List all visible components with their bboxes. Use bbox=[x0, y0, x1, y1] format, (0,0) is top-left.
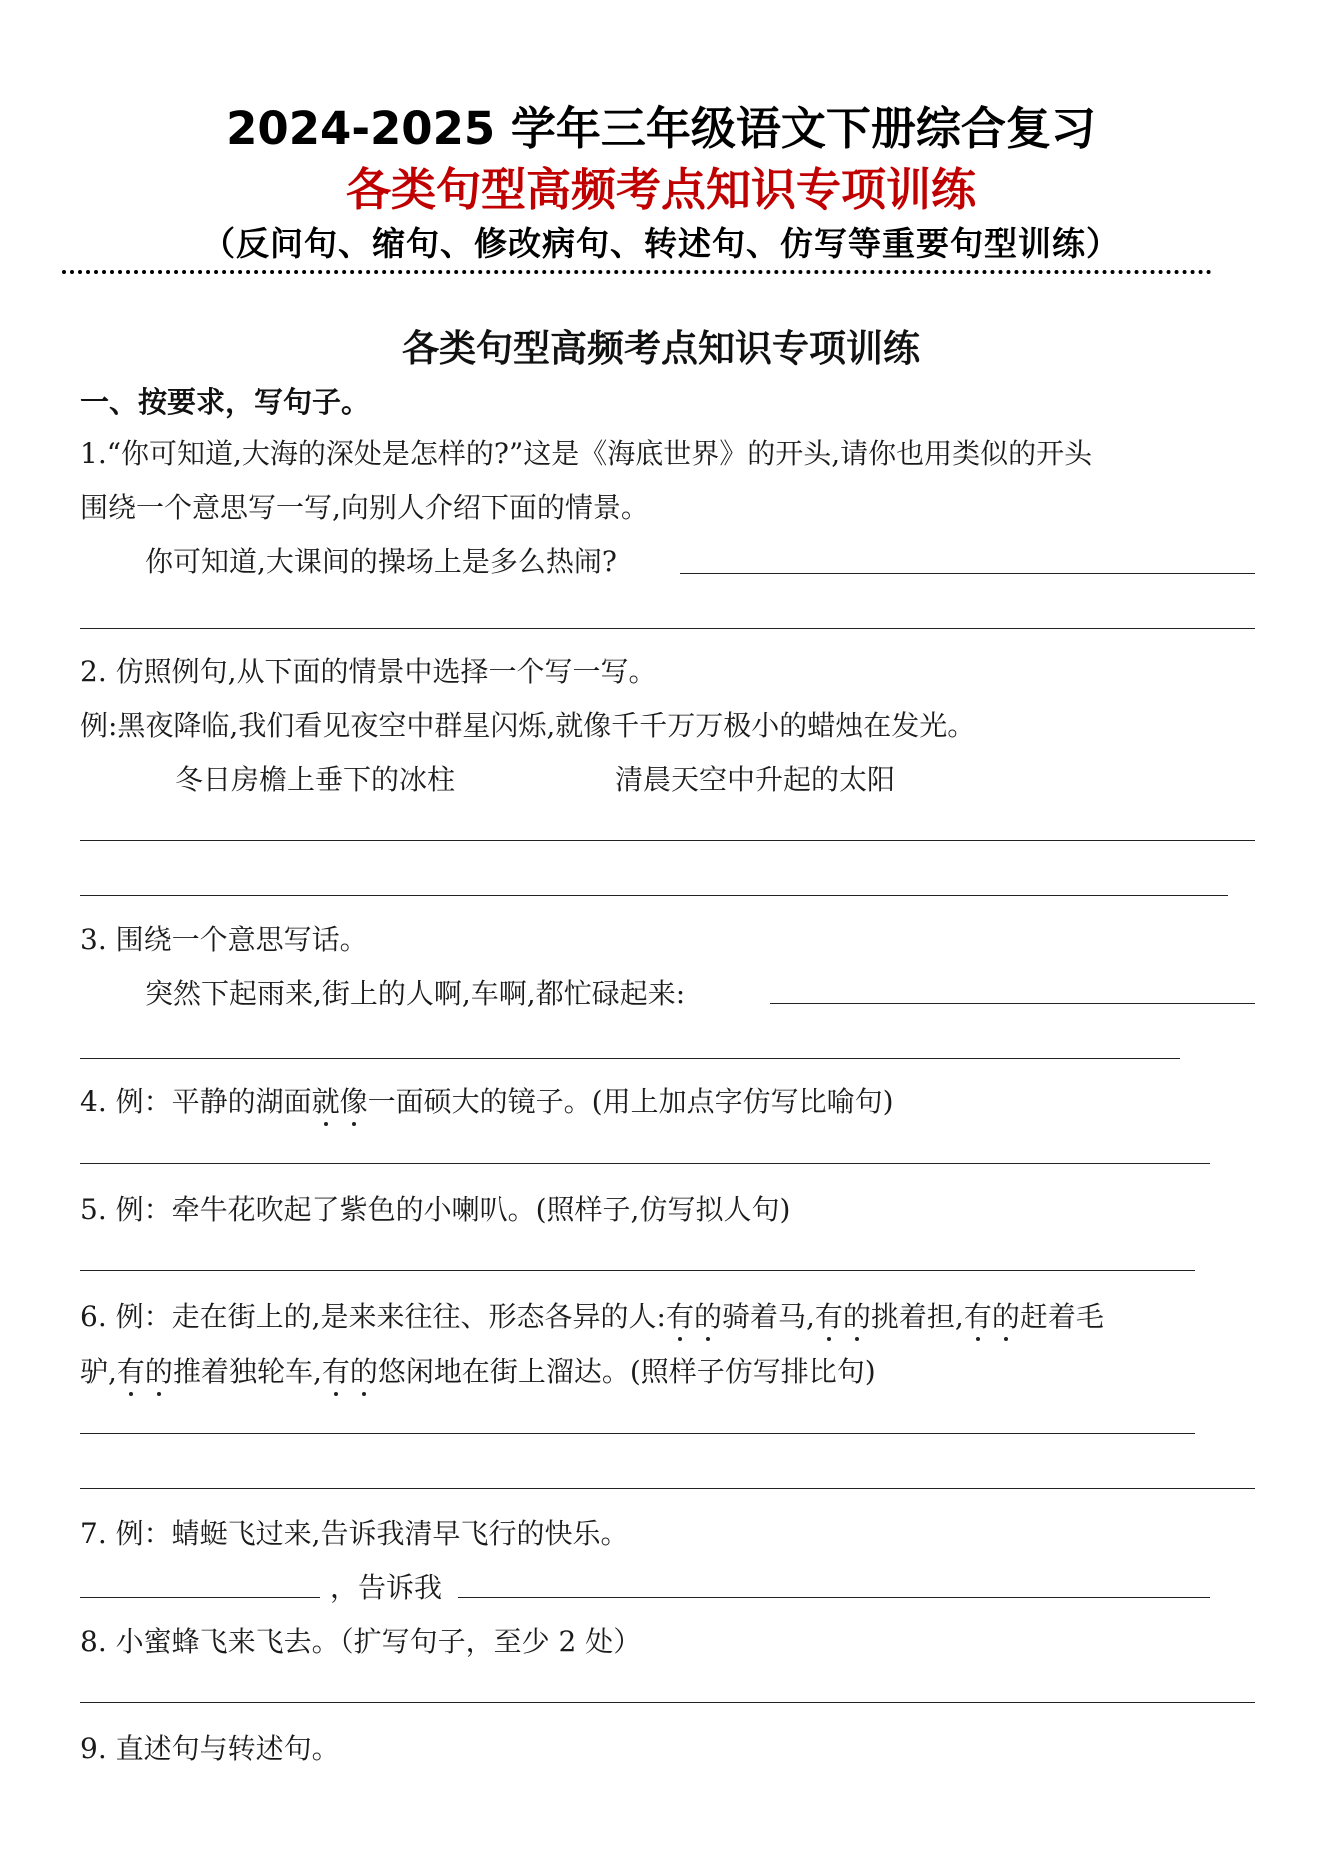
q6-dot-you-1: 有 bbox=[666, 1295, 694, 1335]
q2-example: 例:黑夜降临,我们看见夜空中群星闪烁,就像千千万万极小的蜡烛在发光。 bbox=[80, 709, 976, 742]
section-title: 各类句型高频考点知识专项训练 bbox=[402, 327, 920, 370]
q3-prompt: 突然下起雨来,街上的人啊,车啊,都忙碌起来: bbox=[145, 977, 686, 1010]
q6-dot-de-1: 的 bbox=[694, 1295, 722, 1335]
q2-answer-line-2[interactable] bbox=[80, 895, 1228, 896]
q6-line-2-a: 驴, bbox=[80, 1355, 117, 1388]
q1-line-2: 围绕一个意思写一写,向别人介绍下面的情景。 bbox=[80, 491, 649, 524]
q4-answer-line[interactable] bbox=[80, 1163, 1210, 1164]
header-divider bbox=[62, 270, 1212, 274]
q6-answer-line-1[interactable] bbox=[80, 1433, 1195, 1434]
q4-dotted-char-2: 像 bbox=[340, 1080, 368, 1120]
q4-dotted-char-1: 就 bbox=[312, 1080, 340, 1120]
q6-line-2-b2: 悠闲地在街上溜达。(照样子仿写排比句) bbox=[377, 1355, 876, 1388]
q9-line-1: 9. 直述句与转述句。 bbox=[80, 1732, 340, 1765]
q8-answer-line[interactable] bbox=[80, 1702, 1255, 1703]
q1-answer-line-1[interactable] bbox=[680, 573, 1255, 574]
q6-line-1-b3: 赶着毛 bbox=[1019, 1300, 1104, 1333]
q2-option-b: 清晨天空中升起的太阳 bbox=[615, 763, 896, 796]
q7-mid-text: ，告诉我 bbox=[330, 1571, 443, 1604]
q1-line-1: 1.“你可知道,大海的深处是怎样的?”这是《海底世界》的开头,请你也用类似的开头 bbox=[80, 437, 1093, 470]
q6-line-1-a: 6. 例：走在街上的,是来来往往、形态各异的人: bbox=[80, 1300, 666, 1333]
q2-answer-line-1[interactable] bbox=[80, 840, 1255, 841]
q4-text bbox=[80, 1080, 894, 1120]
q8-line-1: 8. 小蜜蜂飞来飞去。（扩写句子，至少 2 处） bbox=[80, 1625, 642, 1658]
q4-prefix: 4. 例：平静的湖面 bbox=[80, 1085, 312, 1118]
q7-answer-blank-2[interactable] bbox=[458, 1597, 1210, 1598]
q6-line-2-b1: 推着独轮车, bbox=[172, 1355, 322, 1388]
q6-dot-de-4: 的 bbox=[145, 1350, 173, 1390]
q3-line-1: 3. 围绕一个意思写话。 bbox=[80, 923, 368, 956]
title-line-1: 2024-2025 学年三年级语文下册综合复习 bbox=[226, 102, 1096, 155]
q6-line-2 bbox=[80, 1350, 876, 1390]
q6-dot-de-5: 的 bbox=[350, 1350, 378, 1390]
q6-dot-you-5: 有 bbox=[322, 1350, 350, 1390]
title-line-2: 各类句型高频考点知识专项训练 bbox=[345, 163, 976, 216]
q1-answer-line-2[interactable] bbox=[80, 628, 1255, 629]
q2-option-a: 冬日房檐上垂下的冰柱 bbox=[175, 763, 456, 796]
q5-line-1: 5. 例：牵牛花吹起了紫色的小喇叭。(照样子,仿写拟人句) bbox=[80, 1193, 791, 1226]
q7-answer-blank-1[interactable] bbox=[80, 1597, 320, 1598]
q3-answer-line-2[interactable] bbox=[80, 1058, 1180, 1059]
q6-dot-you-4: 有 bbox=[117, 1350, 145, 1390]
q6-line-1-b2: 挑着担, bbox=[870, 1300, 964, 1333]
q1-prompt: 你可知道,大课间的操场上是多么热闹? bbox=[145, 545, 617, 578]
q2-line-1: 2. 仿照例句,从下面的情景中选择一个写一写。 bbox=[80, 655, 657, 688]
q7-line-1: 7. 例：蜻蜓飞过来,告诉我清早飞行的快乐。 bbox=[80, 1517, 629, 1550]
q6-answer-line-2[interactable] bbox=[80, 1488, 1255, 1489]
q6-dot-you-2: 有 bbox=[815, 1295, 843, 1335]
q6-dot-de-3: 的 bbox=[992, 1295, 1020, 1335]
q6-line-1 bbox=[80, 1295, 1104, 1335]
q6-dot-de-2: 的 bbox=[843, 1295, 871, 1335]
part-heading: 一、按要求，写句子。 bbox=[80, 385, 371, 419]
q6-line-1-b1: 骑着马, bbox=[721, 1300, 815, 1333]
q3-answer-line-1[interactable] bbox=[770, 1003, 1255, 1004]
q4-suffix: 一面硕大的镜子。(用上加点字仿写比喻句) bbox=[367, 1085, 894, 1118]
q5-answer-line[interactable] bbox=[80, 1270, 1195, 1271]
q6-dot-you-3: 有 bbox=[964, 1295, 992, 1335]
title-line-3: （反问句、缩句、修改病句、转述句、仿写等重要句型训练） bbox=[202, 224, 1120, 263]
